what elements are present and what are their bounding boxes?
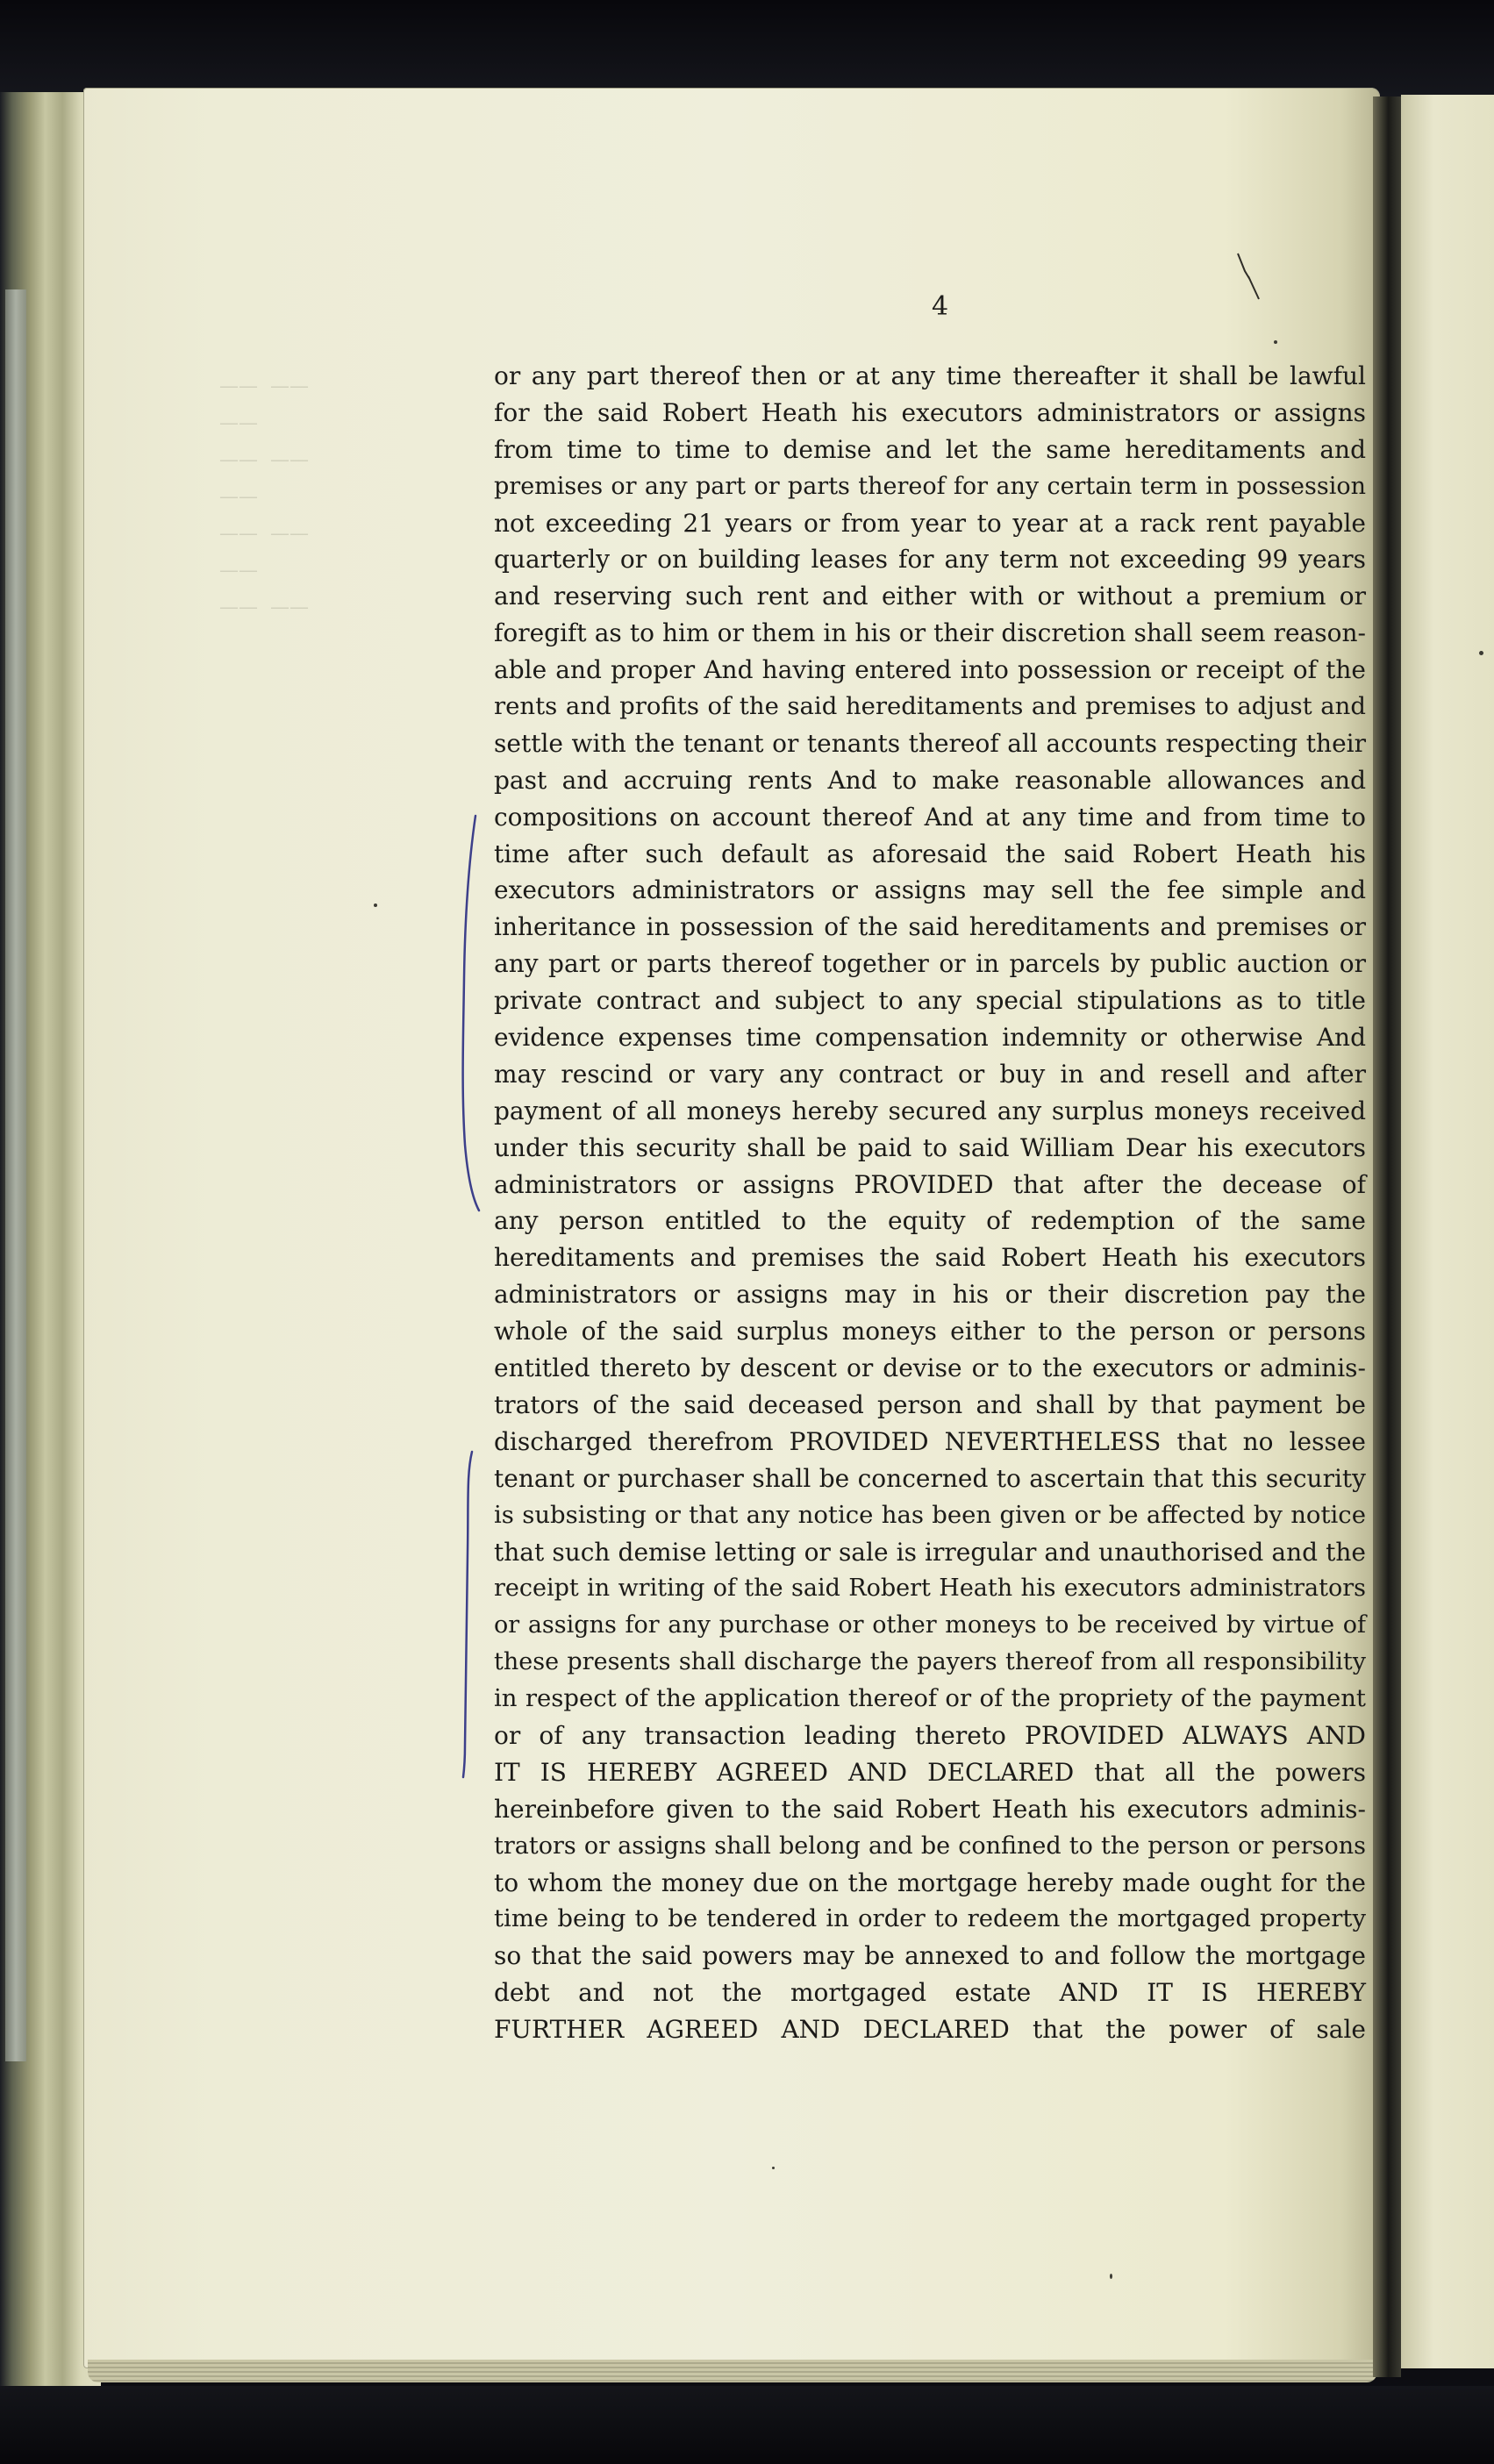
paper-speck bbox=[1110, 2274, 1112, 2279]
text-line: trators of the said deceased person and shall by that payment be bbox=[494, 1389, 1366, 1419]
text-line: any person entitled to the equity of redemption of the same bbox=[494, 1206, 1366, 1236]
text-line: hereditaments and premises the said Robert Heath his executors bbox=[494, 1243, 1366, 1273]
text-line: settle with the tenant or tenants thereof all accounts respecting their bbox=[494, 728, 1366, 758]
text-line: in respect of the application thereof or of the propriety of the payment bbox=[494, 1684, 1366, 1713]
paper-speck bbox=[1274, 340, 1277, 344]
text-line: receipt in writing of the said Robert Heath his executors administrators bbox=[494, 1575, 1366, 1603]
text-line: tenant or purchaser shall be concerned to ascertain that this security bbox=[494, 1463, 1366, 1493]
text-line: or assigns for any purchase or other moneys to be received by virtue of bbox=[494, 1611, 1366, 1639]
text-line: that such demise letting or sale is irregular and unauthorised and the bbox=[494, 1537, 1366, 1567]
text-line: not exceeding 21 years or from year to year at a rack rent payable bbox=[494, 508, 1366, 538]
binding-strip bbox=[5, 289, 26, 2061]
text-line: quarterly or on building leases for any term not exceeding 99 years bbox=[494, 545, 1366, 575]
paper-speck bbox=[374, 903, 377, 907]
page-number: 4 bbox=[932, 291, 949, 322]
text-line: trators or assigns shall belong and be confined to the person or persons bbox=[494, 1832, 1366, 1860]
text-line: or of any transaction leading thereto PROVIDED ALWAYS AND bbox=[494, 1720, 1366, 1750]
text-line: evidence expenses time compensation indemnity or otherwise And bbox=[494, 1023, 1366, 1053]
text-line: foregift as to him or them in his or their discretion shall seem reason- bbox=[494, 618, 1366, 648]
text-line: rents and profits of the said hereditaments and premises to adjust and bbox=[494, 692, 1366, 721]
text-line: any part or parts thereof together or in parcels by public auction or bbox=[494, 949, 1366, 979]
facing-page-edge bbox=[1401, 95, 1494, 2368]
text-line: premises or any part or parts thereof for any certain term in possession bbox=[494, 472, 1366, 500]
book-gutter bbox=[1373, 96, 1401, 2377]
text-line: FURTHER AGREED AND DECLARED that the power of sale bbox=[494, 2015, 1366, 2045]
bleed-through-text: —— —— —— —— —— —— —— —— —— —— —— bbox=[219, 375, 309, 618]
text-line: debt and not the mortgaged estate AND IT IS HEREBY bbox=[494, 1978, 1366, 2008]
document-body bbox=[494, 358, 1366, 2048]
text-line: under this security shall be paid to said William Dear his executors bbox=[494, 1132, 1366, 1162]
text-line: to whom the money due on the mortgage hereby made ought for the bbox=[494, 1868, 1366, 1897]
text-line: discharged therefrom PROVIDED NEVERTHELESS that no lessee bbox=[494, 1426, 1366, 1456]
text-line: may rescind or vary any contract or buy in and resell and after bbox=[494, 1059, 1366, 1089]
text-line: IT IS HEREBY AGREED AND DECLARED that all the powers bbox=[494, 1757, 1366, 1787]
page-stack-edge bbox=[88, 2360, 1377, 2382]
text-line: executors administrators or assigns may sell the fee simple and bbox=[494, 875, 1366, 905]
text-line: so that the said powers may be annexed to and follow the mortgage bbox=[494, 1941, 1366, 1971]
paper-speck bbox=[772, 2167, 775, 2169]
text-line: administrators or assigns may in his or their discretion pay the bbox=[494, 1280, 1366, 1310]
text-line: private contract and subject to any special stipulations as to title bbox=[494, 986, 1366, 1016]
text-line: these presents shall discharge the payers thereof from all responsibility bbox=[494, 1648, 1366, 1676]
text-line: time being to be tendered in order to redeem the mortgaged property bbox=[494, 1904, 1366, 1933]
text-line: entitled thereto by descent or devise or to the executors or adminis- bbox=[494, 1353, 1366, 1383]
text-line: and reserving such rent and either with or without a premium or bbox=[494, 582, 1366, 611]
text-line: able and proper And having entered into possession or receipt of the bbox=[494, 655, 1366, 685]
scan-background-bottom bbox=[0, 2386, 1494, 2464]
text-line: for the said Robert Heath his executors administrators or assigns bbox=[494, 397, 1366, 427]
text-line: whole of the said surplus moneys either to the person or persons bbox=[494, 1317, 1366, 1346]
text-line: time after such default as aforesaid the said Robert Heath his bbox=[494, 839, 1366, 868]
paper-speck bbox=[1479, 651, 1483, 655]
text-line: administrators or assigns PROVIDED that after the decease of bbox=[494, 1169, 1366, 1199]
text-line: hereinbefore given to the said Robert Heath his executors adminis- bbox=[494, 1794, 1366, 1824]
scan-background-top bbox=[0, 0, 1494, 96]
text-line: or any part thereof then or at any time thereafter it shall be lawful bbox=[494, 361, 1366, 390]
text-line: payment of all moneys hereby secured any surplus moneys received bbox=[494, 1096, 1366, 1125]
text-line: past and accruing rents And to make reasonable allowances and bbox=[494, 765, 1366, 795]
text-line: inheritance in possession of the said hereditaments and premises or bbox=[494, 912, 1366, 942]
text-line: compositions on account thereof And at any time and from time to bbox=[494, 802, 1366, 832]
text-line: from time to time to demise and let the same hereditaments and bbox=[494, 434, 1366, 464]
text-line: is subsisting or that any notice has been given or be affected by notice bbox=[494, 1500, 1366, 1529]
